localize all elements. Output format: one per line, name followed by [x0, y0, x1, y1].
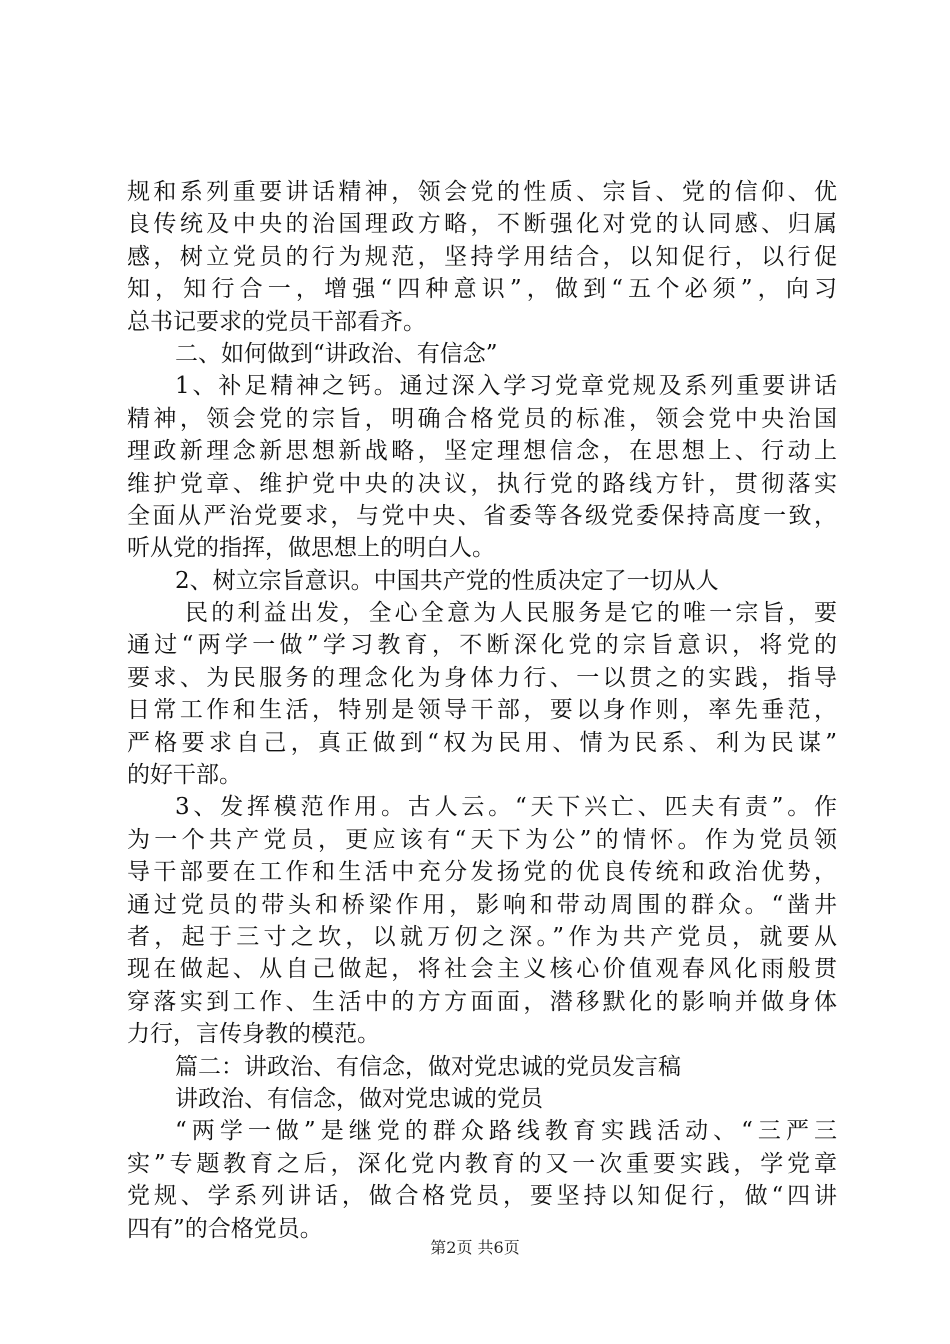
document-body: [127, 176, 837, 1245]
text-line: 1、补足精神之钙。通过深入学习党章党规及系列重要讲话: [175, 373, 837, 400]
text-line: 日常工作和生活，特别是领导干部，要以身作则，率先垂范，: [127, 697, 837, 724]
text-line: 党规、学系列讲话，做合格党员，要坚持以知促行，做“四讲: [127, 1183, 837, 1210]
text-line: 导干部要在工作和生活中充分发扬党的优良传统和政治优势，: [127, 859, 837, 886]
text-line: 全面从严治党要求，与党中央、省委等各级党委保持高度一致，: [127, 502, 837, 529]
text-line: 民的利益出发，全心全意为人民服务是它的唯一宗旨，要: [185, 600, 837, 627]
text-line: 实”专题教育之后，深化党内教育的又一次重要实践，学党章: [127, 1150, 837, 1177]
text-line: 力行，言传身教的模范。: [127, 1021, 380, 1048]
text-line: 通过党员的带头和桥梁作用，影响和带动周围的群众。“凿井: [127, 891, 837, 918]
text-line: 听从党的指挥，做思想上的明白人。: [127, 535, 495, 562]
text-line: 维护党章、维护党中央的决议，执行党的路线方针，贯彻落实: [127, 470, 837, 497]
text-line: 现在做起、从自己做起，将社会主义核心价值观春风化雨般贯: [127, 956, 837, 983]
text-line: 良传统及中央的治国理政方略，不断强化对党的认同感、归属: [127, 211, 837, 238]
text-line: 知，知行合一，增强“四种意识”，做到“五个必须”，向习: [127, 276, 837, 303]
page-footer: 第2页 共6页: [430, 1238, 520, 1257]
text-line: 2、树立宗旨意识。中国共产党的性质决定了一切从人: [175, 567, 719, 594]
text-line: 要求、为民服务的理念化为身体力行、一以贯之的实践，指导: [127, 664, 837, 691]
text-line: 穿落实到工作、生活中的方方面面，潜移默化的影响并做身体: [127, 988, 837, 1015]
text-line: 者，起于三寸之坎，以就万仞之深。”作为共产党员，就要从: [127, 923, 837, 950]
text-line: 总书记要求的党员干部看齐。: [127, 308, 426, 335]
text-line: 3、发挥模范作用。古人云。“天下兴亡、匹夫有责”。作: [175, 794, 837, 821]
text-line: 理政新理念新思想新战略，坚定理想信念，在思想上、行动上: [127, 438, 837, 465]
text-line: 的好干部。: [127, 762, 242, 789]
text-line: 四有”的合格党员。: [127, 1215, 323, 1242]
text-line: 严格要求自己，真正做到“权为民用、情为民系、利为民谋”: [127, 729, 837, 756]
text-line: 讲政治、有信念，做对党忠诚的党员: [175, 1085, 543, 1112]
text-line: 为一个共产党员，更应该有“天下为公”的情怀。作为党员领: [127, 826, 837, 853]
text-line: 通过“两学一做”学习教育，不断深化党的宗旨意识，将党的: [127, 632, 837, 659]
text-line: 篇二：讲政治、有信念，做对党忠诚的党员发言稿: [175, 1053, 681, 1080]
text-line: 规和系列重要讲话精神，领会党的性质、宗旨、党的信仰、优: [127, 179, 837, 205]
text-line: 感，树立党员的行为规范，坚持学用结合，以知促行，以行促: [127, 243, 837, 270]
text-line: 精神，领会党的宗旨，明确合格党员的标准，领会党中央治国: [127, 405, 837, 432]
text-line: 二、如何做到“讲政治、有信念”: [175, 340, 498, 367]
text-line: “两学一做”是继党的群众路线教育实践活动、“三严三: [175, 1118, 837, 1145]
